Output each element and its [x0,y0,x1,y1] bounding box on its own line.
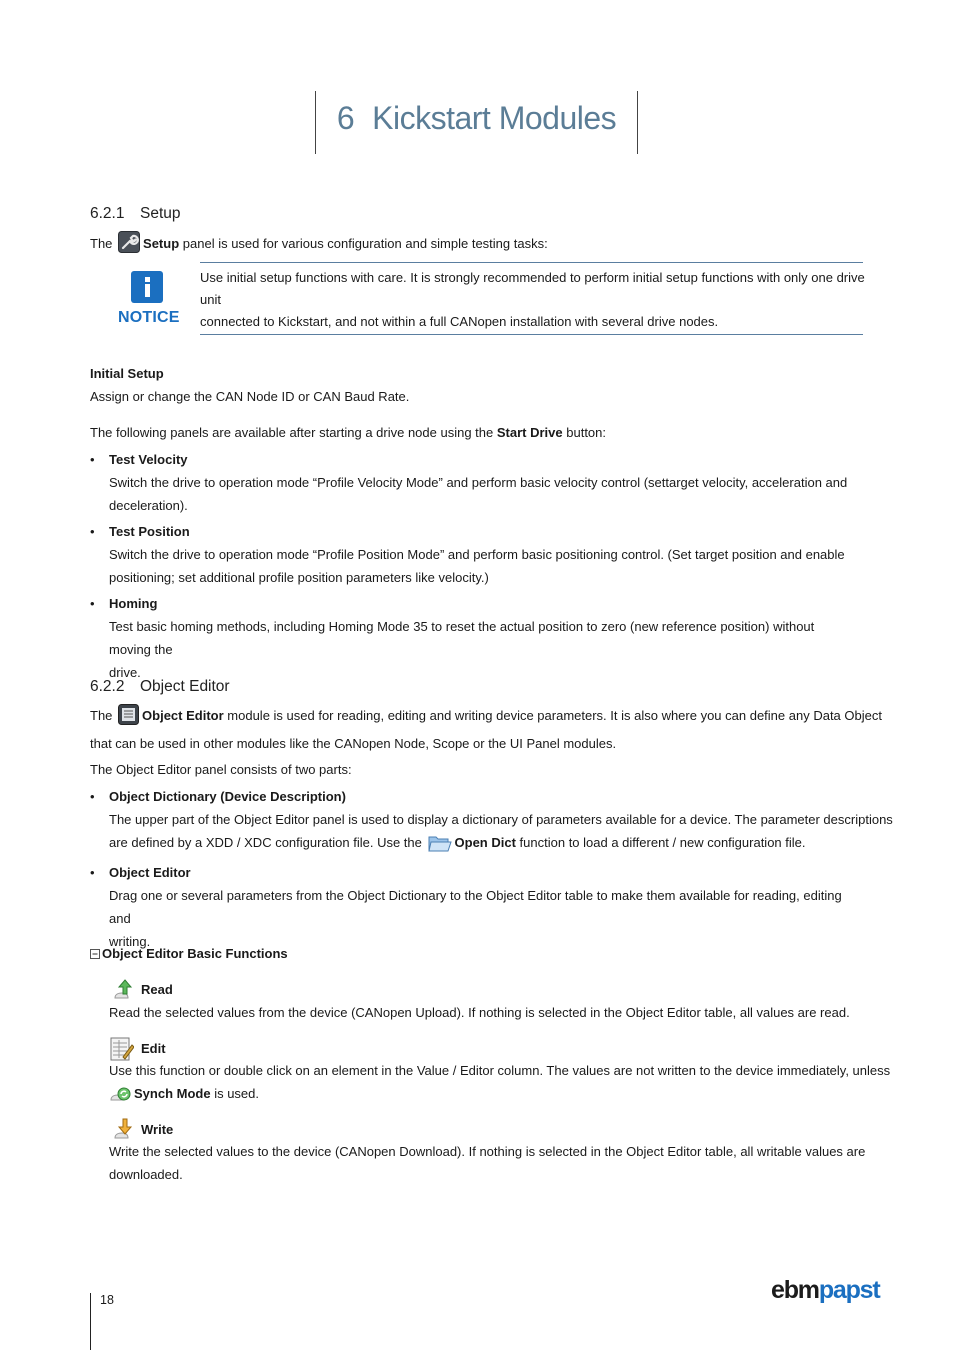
list-item-text: drive. [109,665,141,680]
synch-mode-bold: Synch Mode [134,1086,211,1101]
list-item-text [109,831,869,859]
edit-line: Use this function or double click on an element in the Value / Editor column. The values are not written to the device immediately, unless [109,1063,891,1078]
synch-mode-icon [109,1083,133,1110]
list-item-text: Test basic homing methods, including Homing Mode 35 to reset the actual position to zero (new reference position) without moving the [109,619,815,657]
bullet: • [90,452,95,467]
list-item-title: Test Position [109,524,190,539]
page-number: 18 [100,1293,114,1307]
initial-setup-text: Assign or change the CAN Node ID or CAN Baud Rate. [90,389,410,404]
list-item [109,861,859,953]
intro-text: The [90,708,113,723]
list-item [109,520,859,589]
list-item-title: Test Velocity [109,452,188,467]
chapter-number: 6 [336,100,355,136]
notice-top-rule [200,262,863,263]
write-text [109,1140,865,1186]
open-folder-icon [428,834,452,859]
basic-functions-heading[interactable] [90,942,288,966]
list-item [109,592,859,684]
text-span: are defined by a XDD / XDC configuration file. Use the [109,835,422,850]
text-span: function to load a different / new configuration file. [519,835,806,850]
list-item-text: deceleration). [109,498,188,513]
notice-bottom-rule [200,334,863,335]
intro-line: that can be used in other modules like the CANopen Node, Scope or the UI Panel modules. [90,736,617,751]
read-title: Read [141,982,173,997]
edit-text [109,1059,890,1110]
initial-setup-heading: Initial Setup [90,366,164,381]
intro-bold: Object Editor [142,708,224,723]
object-editor-icon [118,704,139,732]
bullet: • [90,596,95,611]
panels-text: button: [566,425,607,440]
section-heading-setup [90,205,181,223]
chapter-title-text: Kickstart Modules [372,100,617,136]
read-text: Read the selected values from the device (CANopen Upload). If nothing is selected in the Object Editor table, all values are read. [109,1005,850,1020]
edit-title: Edit [141,1041,166,1056]
list-item-title: Object Dictionary (Device Description) [109,789,346,804]
footer-rule [90,1293,91,1350]
chapter-title [315,100,638,137]
setup-wrench-icon [118,231,140,260]
list-item [109,785,893,859]
write-line: Write the selected values to the device (CANopen Download). If nothing is selected in the Object Editor table, all writable values are [109,1144,866,1159]
intro-text: panel is used for various configuration and simple testing tasks: [182,236,548,251]
bullet: • [90,789,95,804]
panels-bold: Start Drive [496,425,563,440]
logo-part: papst [818,1276,880,1304]
intro-text: module is used for reading, editing and writing device parameters. It is also where you can define any Data Object [227,708,882,723]
parts-text: The Object Editor panel consists of two parts: [90,762,352,777]
list-item [109,448,859,517]
text-span: is used. [214,1086,260,1101]
write-line: downloaded. [109,1167,183,1182]
section-number: 6.2.2 [90,678,125,695]
info-icon [131,271,163,303]
notice-text [200,267,868,333]
list-item-title: Object Editor [109,865,191,880]
intro-bold: Setup [143,236,180,251]
panels-intro [90,421,606,444]
section-number: 6.2.1 [90,205,125,222]
list-item-title: Homing [109,596,158,611]
collapse-minus-icon[interactable] [90,943,100,966]
list-item-text: writing. [109,934,151,949]
notice-label: NOTICE [118,309,180,326]
bullet: • [90,524,95,539]
edit-line [109,1082,890,1110]
setup-intro [90,231,548,260]
write-title: Write [141,1122,174,1137]
bullet: • [90,865,95,880]
open-dict-bold: Open Dict [454,835,516,850]
section-title: Setup [140,205,181,222]
intro-text: The [90,236,113,251]
panels-text: The following panels are available after starting a drive node using the [90,425,494,440]
notice-line: Use initial setup functions with care. It is strongly recommended to perform initial setup functions with only one drive unit [200,270,865,307]
section-title: Object Editor [140,678,230,695]
list-item-text: Switch the drive to operation mode “Profile Position Mode” and perform basic positioning control. (Set target position and enable [109,547,845,562]
notice-line: connected to Kickstart, and not within a full CANopen installation with several drive nodes. [200,314,719,329]
logo-part: ebm [771,1276,819,1304]
section-heading-object-editor [90,678,230,696]
list-item-text: Switch the drive to operation mode “Profile Velocity Mode” and perform basic velocity control (settarget velocity, acceleration and [109,475,848,490]
list-item-text: Drag one or several parameters from the Object Dictionary to the Object Editor table to make them available for reading, editing and [109,888,842,926]
list-item-text: positioning; set additional profile position parameters like velocity.) [109,570,489,585]
object-editor-intro [90,704,882,755]
basic-functions-title: Object Editor Basic Functions [102,946,288,961]
ebmpapst-logo [771,1276,880,1305]
list-item-text: The upper part of the Object Editor panel is used to display a dictionary of parameters available for a device. The parameter descriptions [109,812,893,827]
